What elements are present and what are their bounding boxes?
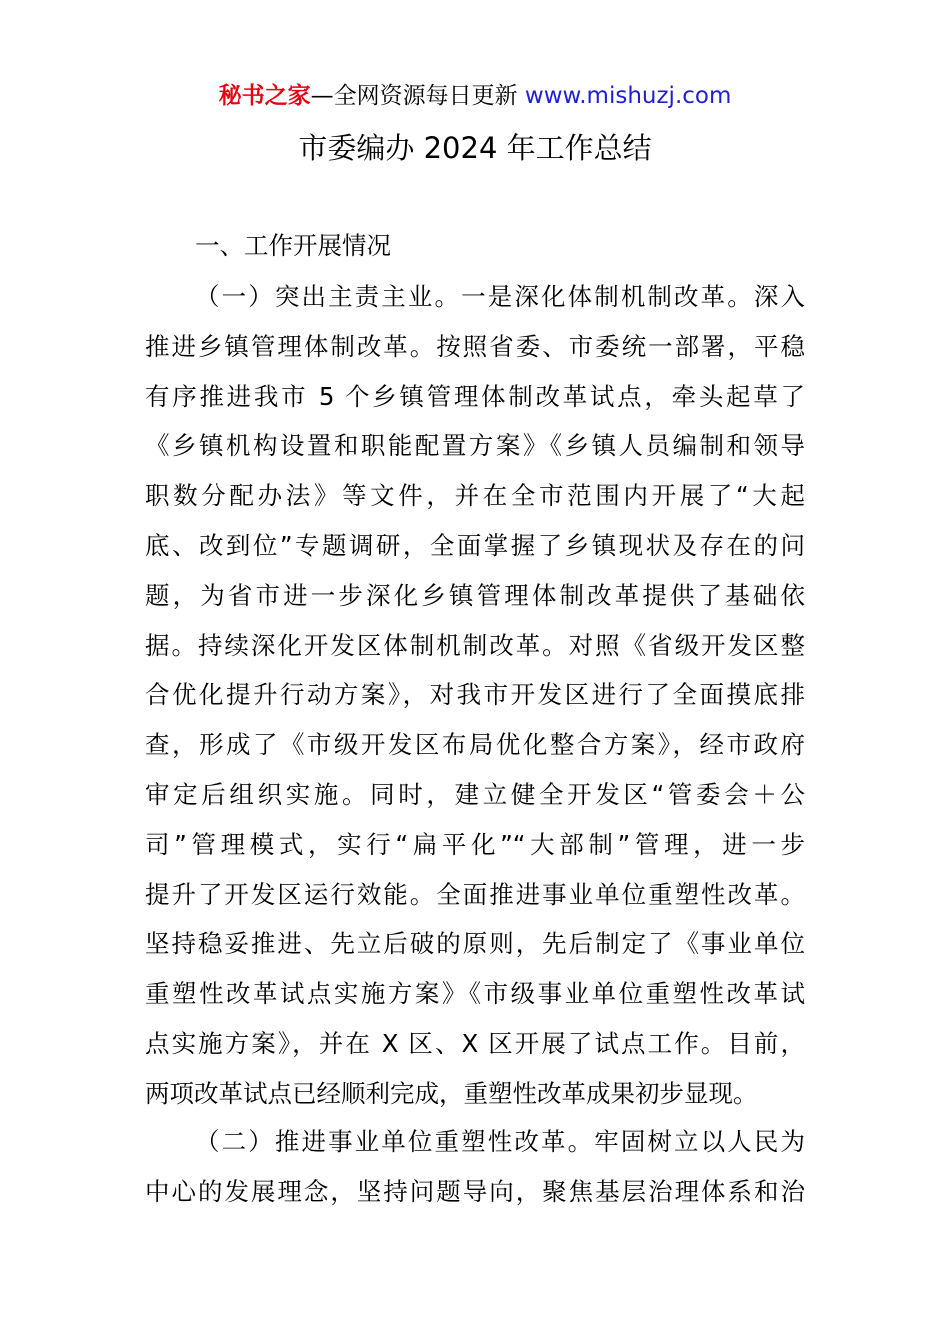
paragraph-line: 重塑性改革试点实施方案》《市级事业单位重塑性改革试 xyxy=(145,979,805,1009)
paragraph-line: 据。持续深化开发区体制机制改革。对照《省级开发区整 xyxy=(145,630,805,660)
paragraph-line: 提升了开发区运行效能。全面推进事业单位重塑性改革。 xyxy=(145,879,805,909)
paragraph-line: （一）突出主责主业。一是深化体制机制改革。深入 xyxy=(195,282,805,311)
paragraph-line: 点实施方案》，并在 X 区、X 区开展了试点工作。目前， xyxy=(145,1028,805,1058)
paragraph-line: 推进乡镇管理体制改革。按照省委、市委统一部署，平稳 xyxy=(145,331,805,361)
paragraph-2 xyxy=(145,1117,805,1217)
paragraph-line: 坚持稳妥推进、先立后破的原则，先后制定了《事业单位 xyxy=(145,929,805,959)
paragraph-line: （二）推进事业单位重塑性改革。牢固树立以人民为 xyxy=(195,1127,805,1156)
paragraph-line: 题，为省市进一步深化乡镇管理体制改革提供了基础依 xyxy=(145,580,805,610)
paragraph-line: 底、改到位”专题调研，全面掌握了乡镇现状及存在的问 xyxy=(145,530,805,560)
document-title: 市委编办 2024 年工作总结 xyxy=(298,131,652,165)
brand-name: 秘书之家 xyxy=(218,83,311,109)
paragraph-1 xyxy=(145,272,805,1119)
paragraph-line: 查，形成了《市级开发区布局优化整合方案》，经市政府 xyxy=(145,730,805,760)
paragraph-line: 审定后组织实施。同时，建立健全开发区“管委会＋公 xyxy=(145,779,805,809)
paragraph-line: 合优化提升行动方案》，对我市开发区进行了全面摸底排 xyxy=(145,680,805,710)
site-banner xyxy=(0,80,950,112)
paragraph-line: 《乡镇机构设置和职能配置方案》《乡镇人员编制和领导 xyxy=(145,431,805,461)
paragraph-line: 两项改革试点已经顺利完成，重塑性改革成果初步显现。 xyxy=(145,1078,758,1108)
paragraph-line: 中心的发展理念，坚持问题导向，聚焦基层治理体系和治 xyxy=(145,1176,805,1206)
banner-slogan: —全网资源每日更新 xyxy=(310,83,518,109)
site-url-link[interactable]: www.mishuzj.com xyxy=(524,83,732,109)
section-heading: 一、工作开展情况 xyxy=(195,231,391,260)
paragraph-line: 职数分配办法》等文件，并在全市范围内开展了“大起 xyxy=(145,481,805,511)
paragraph-line: 有序推进我市 5 个乡镇管理体制改革试点，牵头起草了 xyxy=(145,381,805,411)
paragraph-line: 司”管理模式，实行“扁平化”“大部制”管理，进一步 xyxy=(145,829,805,859)
